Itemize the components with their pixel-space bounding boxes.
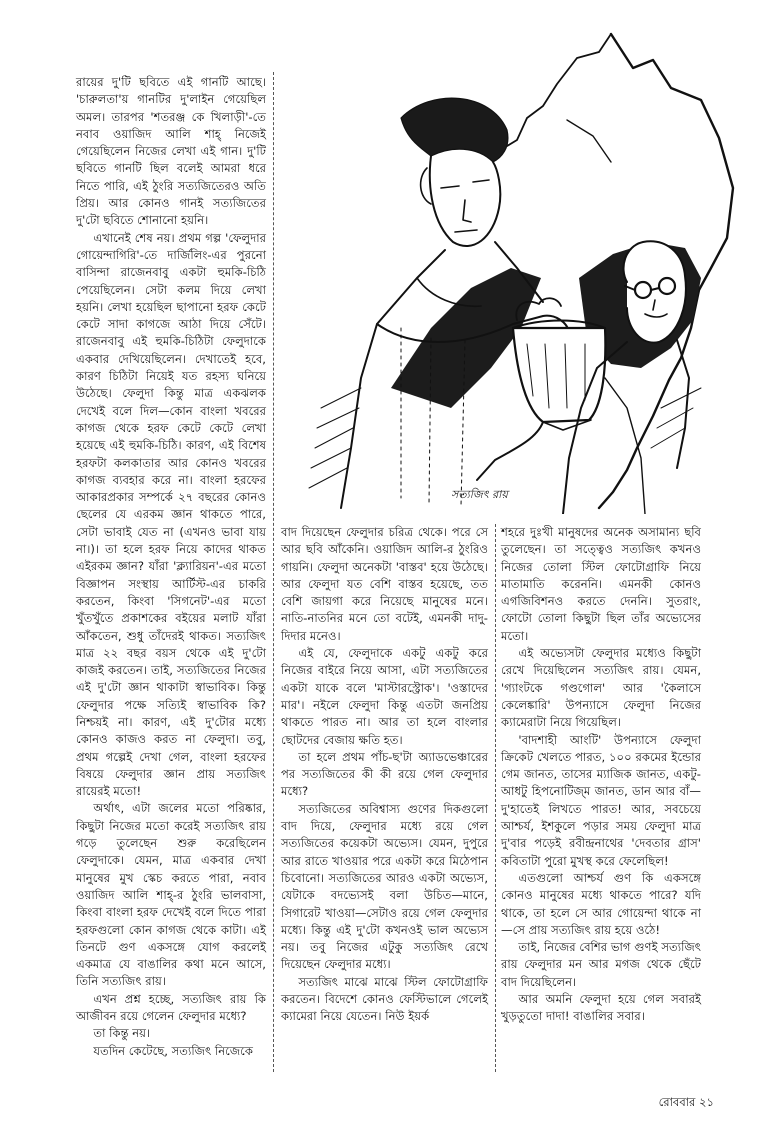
glass bbox=[513, 328, 605, 422]
paragraph: যতদিন কেটেছে, সত্যজিৎ নিজেকে bbox=[93, 1043, 253, 1058]
magazine-name: রোববার bbox=[658, 1095, 696, 1109]
paragraph: আর অমনি ফেলুদা হয়ে গেল সবারই খুড়তুতো দাদা! বাঙালির সবার। bbox=[501, 992, 701, 1024]
paragraph: এই যে, ফেলুদাকে একটু একটু করে নিজের বাইরে নিয়ে আসা, এটা সত্যজিতের একটা যাকে বলে 'মাস্টারস্ট্রোক'। 'ওস্তাদের মার'। নইলে ফেলুদা কিন্তু এতটা জনপ্রিয় থাকতে পারত না। আর তা হলে বাংলার ছোটদের বেজায় ক্ষতি হত। bbox=[281, 646, 488, 747]
paragraph: বাদ দিয়েছেন ফেলুদার চরিত্র থেকে। পরে সে আর ছবি আঁকেনি। ওয়াজিদ আলি-র ঠুংরিও গায়নি। ফেলুদা অনেকটা 'বাস্তব' হয়ে উঠেছে। আর ফেলুদা যত বেশি বাস্তব হয়েছে, তত বেশি জায়গা করে নিয়েছে মানুষের মনে। নাতি-নাতনির মনে তো বটেই, এমনকী দাদু-দিদার মনেও। bbox=[281, 525, 488, 643]
column-divider bbox=[495, 524, 496, 1072]
text-column-3 bbox=[501, 524, 701, 1026]
text-column-1 bbox=[76, 74, 266, 1060]
paragraph: তা হলে প্রথম পাঁচ-ছ'টা অ্যাডভেঞ্চারের পর সত্যজিতের কী কী রয়ে গেল ফেলুদার মধ্যে? bbox=[281, 749, 488, 799]
column-divider bbox=[273, 72, 274, 1072]
paragraph: এই অভ্যেসটা ফেলুদার মধ্যেও কিছুটা রেখে দিয়েছিলেন সত্যজিৎ রায়। যেমন, 'গ্যাংটকে গণ্ডগোল' আর 'কৈলাসে কেলেঙ্কারি' উপন্যাসে ফেলুদা নিজের ক্যামেরাটা নিয়ে গিয়েছিল। bbox=[501, 646, 701, 730]
paragraph: তা কিন্তু নয়। bbox=[93, 1026, 151, 1041]
young-man-hair bbox=[401, 98, 508, 162]
illustration-signature: সত্যজিৎ রায় bbox=[451, 488, 508, 501]
paragraph: তাই, নিজের বেশির ভাগ গুণই সত্যজিৎ রায় ফেলুদার মন আর মগজ থেকে ছেঁটে বাদ দিয়েছিলেন। bbox=[501, 940, 701, 989]
paragraph: সত্যজিৎ মাঝে মাঝে স্টিল ফোটোগ্রাফি করতেন। বিদেশে কোনও ফেস্টিভালে গেলেই ক্যামেরা নিয়ে যেতেন। নিউ ইয়র্ক bbox=[281, 974, 488, 1024]
illustration bbox=[281, 28, 741, 514]
paragraph: সত্যজিতের অবিশ্বাস্য গুণের দিকগুলো বাদ দিয়ে, ফেলুদার মধ্যে রয়ে গেল সত্যজিতের কয়েকটা অভ্যেস। যেমন, দুপুরে আর রাতে খাওয়ার পরে একটা করে মিঠেপান চিবোনো। সত্যজিতের আরও একটা অভ্যেস, যেটাকে বদভ্যেসই বলা উচিত—মানে, সিগারেট খাওয়া—সেটাও রয়ে গেল ফেলুদার মধ্যে। কিন্তু এই দু'টো কখনওই ভাল অভ্যেস নয়। তবু নিজের এটুকু সত্যজিৎ রেখে দিয়েছেন ফেলুদার মধ্যে। bbox=[281, 801, 488, 972]
paragraph: এতগুলো আশ্চর্য গুণ কি একসঙ্গে কোনও মানুষের মধ্যে থাকতে পারে? যদি থাকে, তা হলে সে আর গোয়েন্দা থাকে না—সে প্রায় সত্যজিৎ রায় হয়ে ওঠে! bbox=[501, 870, 701, 937]
page-footer bbox=[659, 1094, 714, 1113]
paragraph: 'বাদশাহী আংটি' উপন্যাসে ফেলুদা ক্রিকেট খেলতে পারত, ১০০ রকমের ইন্ডোর গেম জানত, তাসের ম্যাজিক জানত, একটু-আধটু হিপনোটিজ্ম জানত, ডান আর বাঁ—দু'হাতেই লিখতে পারত! আর, সবচেয়ে আশ্চর্য, ইশকুলে পড়ার সময় ফেলুদা মাত্র দু'বার পড়েই রবীন্দ্রনাথের 'দেবতার গ্রাস' কবিতাটা পুরো মুখস্থ করে ফেলেছিল! bbox=[501, 732, 701, 868]
text-column-2 bbox=[281, 524, 488, 1026]
paragraph: অর্থাৎ, এটা জলের মতো পরিষ্কার, কিছুটা নিজের মতো করেই সত্যজিৎ রায় গড়ে তুলেছেন শুরু করেছিলেন ফেলুদাকে। যেমন, মাত্র একবার দেখা মানুষের মুখ স্কেচ করতে পারা, নবাব ওয়াজিদ আলি শাহ্-র ঠুংরি ভালবাসা, কিংবা বাংলা হরফ দেখেই বলে দিতে পারা হরফগুলো কোন কাগজ থেকে কাটা। এই তিনটে গুণ একসঙ্গে যোগ করলেই একমাত্র যে বাঙালির কথা মনে আসে, তিনি সত্যজিৎ রায়। bbox=[76, 801, 266, 989]
old-man-head bbox=[624, 241, 686, 342]
page-number: ২১ bbox=[699, 1095, 714, 1109]
paragraph: এখন প্রশ্ন হচ্ছে, সত্যজিৎ রায় কি আজীবন রয়ে গেলেন ফেলুদার মধ্যে? bbox=[76, 991, 266, 1024]
paragraph: রায়ের দু'টি ছবিতে এই গানটি আছে। 'চারুলতা'য় গানটির দু'লাইন গেয়েছিল অমল। তারপর 'শতরঞ্জ কে খিলাড়ী'-তে নবাব ওয়াজিদ আলি শাহ্ নিজেই গেয়েছিলেন নিজের লেখা এই গান। দু'টি ছবিতে গানটি ছিল বলেই আমরা ধরে নিতে পারি, এই ঠুংরি সত্যজিতেরও অতি প্রিয়। আর কোনও গানই সত্যজিতের দু'টো ছবিতে শোনানো হয়নি। bbox=[76, 75, 266, 228]
paragraph: এখানেই শেষ নয়। প্রথম গল্প 'ফেলুদার গোয়েন্দাগিরি'-তে দার্জিলিং-এর পুরনো বাসিন্দা রাজেনবাবু একটা হুমকি-চিঠি পেয়েছিলেন। সেটা কলম দিয়ে লেখা হয়নি। লেখা হয়েছিল ছাপানো হরফ কেটে কেটে সাদা কাগজে আঠা দিয়ে সেঁটে। রাজেনবাবু এই হুমকি-চিঠিটা ফেলুদাকে একবার দেখিয়েছিলেন। দেখাতেই হবে, কারণ চিঠিটা নিয়েই যত রহস্য ঘনিয়ে উঠেছে। ফেলুদা কিন্তু মাত্র একঝলক দেখেই বলে দিল—কোন বাংলা খবরের কাগজ থেকে হরফ কেটে কেটে লেখা হয়েছে এই হুমকি-চিঠি। কারণ, এই বিশেষ হরফটা কলকাতার আর কোনও খবরের কাগজ ব্যবহার করে না। বাংলা হরফের আকারপ্রকার সম্পর্কে ২৭ বছরের কোনও ছেলের যে এরকম জ্ঞান থাকতে পারে, সেটা ভাবাই যেত না (এখনও ভাবা যায় না।)। তা হলে হরফ নিয়ে কাদের থাকত এইরকম জ্ঞান? যাঁরা 'ক্ল্যারিয়ন'-এর মতো বিজ্ঞাপন সংস্থায় আর্টিস্ট-এর চাকরি করতেন, কিংবা 'সিগনেট'-এর মতো খুঁতখুঁতে প্রকাশকের বইয়ের মলাট যাঁরা আঁকতেন, শুধু তাঁদেরই থাকত। সত্যজিৎ মাত্র ২২ বছর বয়স থেকে এই দু'টো কাজই করতেন। তাই, সত্যজিতের নিজের এই দু'টো জ্ঞান থাকাটা স্বাভাবিক। কিন্তু ফেলুদার পক্ষে সত্যিই স্বাভাবিক কি? নিশ্চয়ই না। কারণ, এই দু'টোর মধ্যে কোনও কাজও করত না ফেলুদা। তবু, প্রথম গল্পেই দেখা গেল, বাংলা হরফের বিষয়ে ফেলুদার জ্ঞান প্রায় সত্যজিৎ রায়েরই মতো! bbox=[76, 230, 266, 799]
paragraph: শহরে দুঃখী মানুষদের অনেক অসামান্য ছবি তুলেছেন। তা সত্ত্বেও সত্যজিৎ কখনও নিজের তোলা স্টিল ফোটোগ্রাফি নিয়ে মাতামাতি করেননি। এমনকী কোনও এগজিবিশনও করতে দেননি। সুতরাং, ফোটো তোলা কিছুটা ছিল তাঁর অভ্যেসের মতো। bbox=[501, 525, 701, 643]
